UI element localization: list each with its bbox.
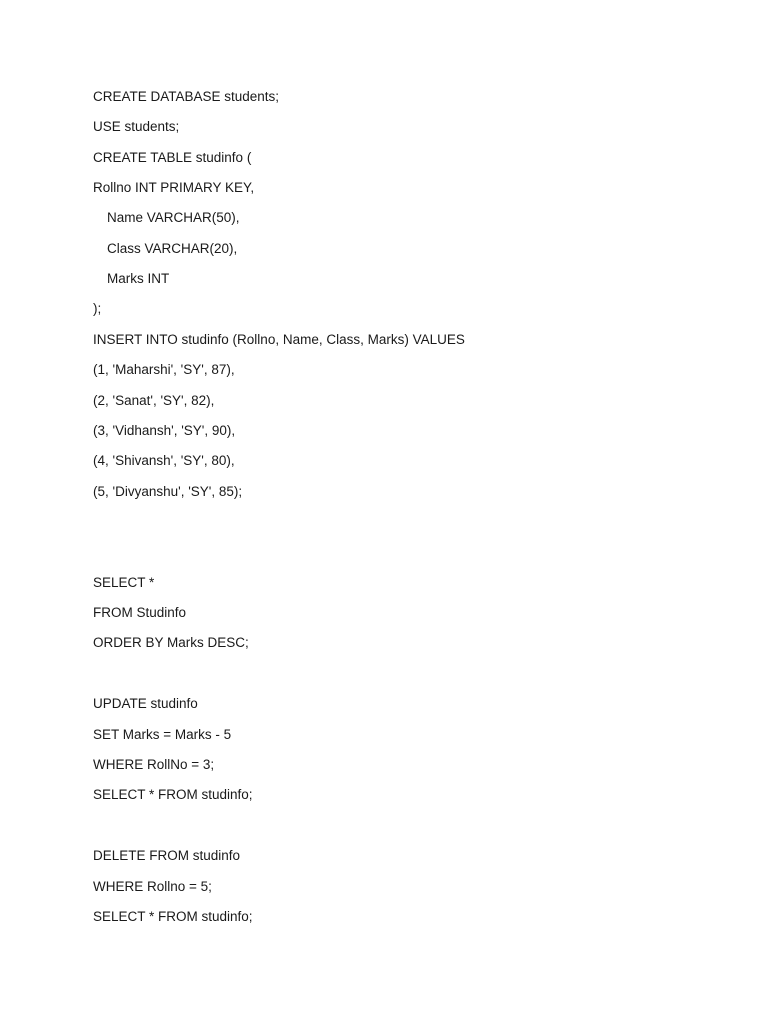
code-line-use-database: USE students; [93,119,180,134]
code-line-value-row: (4, 'Shivansh', 'SY', 80), [93,453,235,468]
code-line-value-row: (2, 'Sanat', 'SY', 82), [93,393,215,408]
code-line-value-row: (1, 'Maharshi', 'SY', 87), [93,362,235,377]
code-line-rollno-column: Rollno INT PRIMARY KEY, [93,180,255,195]
code-line-where: WHERE RollNo = 3; [93,757,215,772]
code-line-select-all: SELECT * FROM studinfo; [93,909,253,924]
code-line-order-by: ORDER BY Marks DESC; [93,635,249,650]
code-line-name-column: Name VARCHAR(50), [107,210,240,225]
code-line-class-column: Class VARCHAR(20), [107,241,238,256]
code-line-value-row: (3, 'Vidhansh', 'SY', 90), [93,423,236,438]
code-line-value-row: (5, 'Divyanshu', 'SY', 85); [93,484,243,499]
code-line-create-database: CREATE DATABASE students; [93,89,280,104]
code-line-set: SET Marks = Marks - 5 [93,727,232,742]
code-line-insert-into: INSERT INTO studinfo (Rollno, Name, Class, Marks) VALUES [93,332,465,347]
code-line-update: UPDATE studinfo [93,696,198,711]
code-line-select: SELECT * [93,575,155,590]
code-line-where: WHERE Rollno = 5; [93,879,212,894]
code-line-select-all: SELECT * FROM studinfo; [93,787,253,802]
code-line-close-paren: ); [93,301,102,316]
code-line-from: FROM Studinfo [93,605,187,620]
code-line-create-table: CREATE TABLE studinfo ( [93,150,252,165]
code-line-delete: DELETE FROM studinfo [93,848,241,863]
code-line-marks-column: Marks INT [107,271,170,286]
